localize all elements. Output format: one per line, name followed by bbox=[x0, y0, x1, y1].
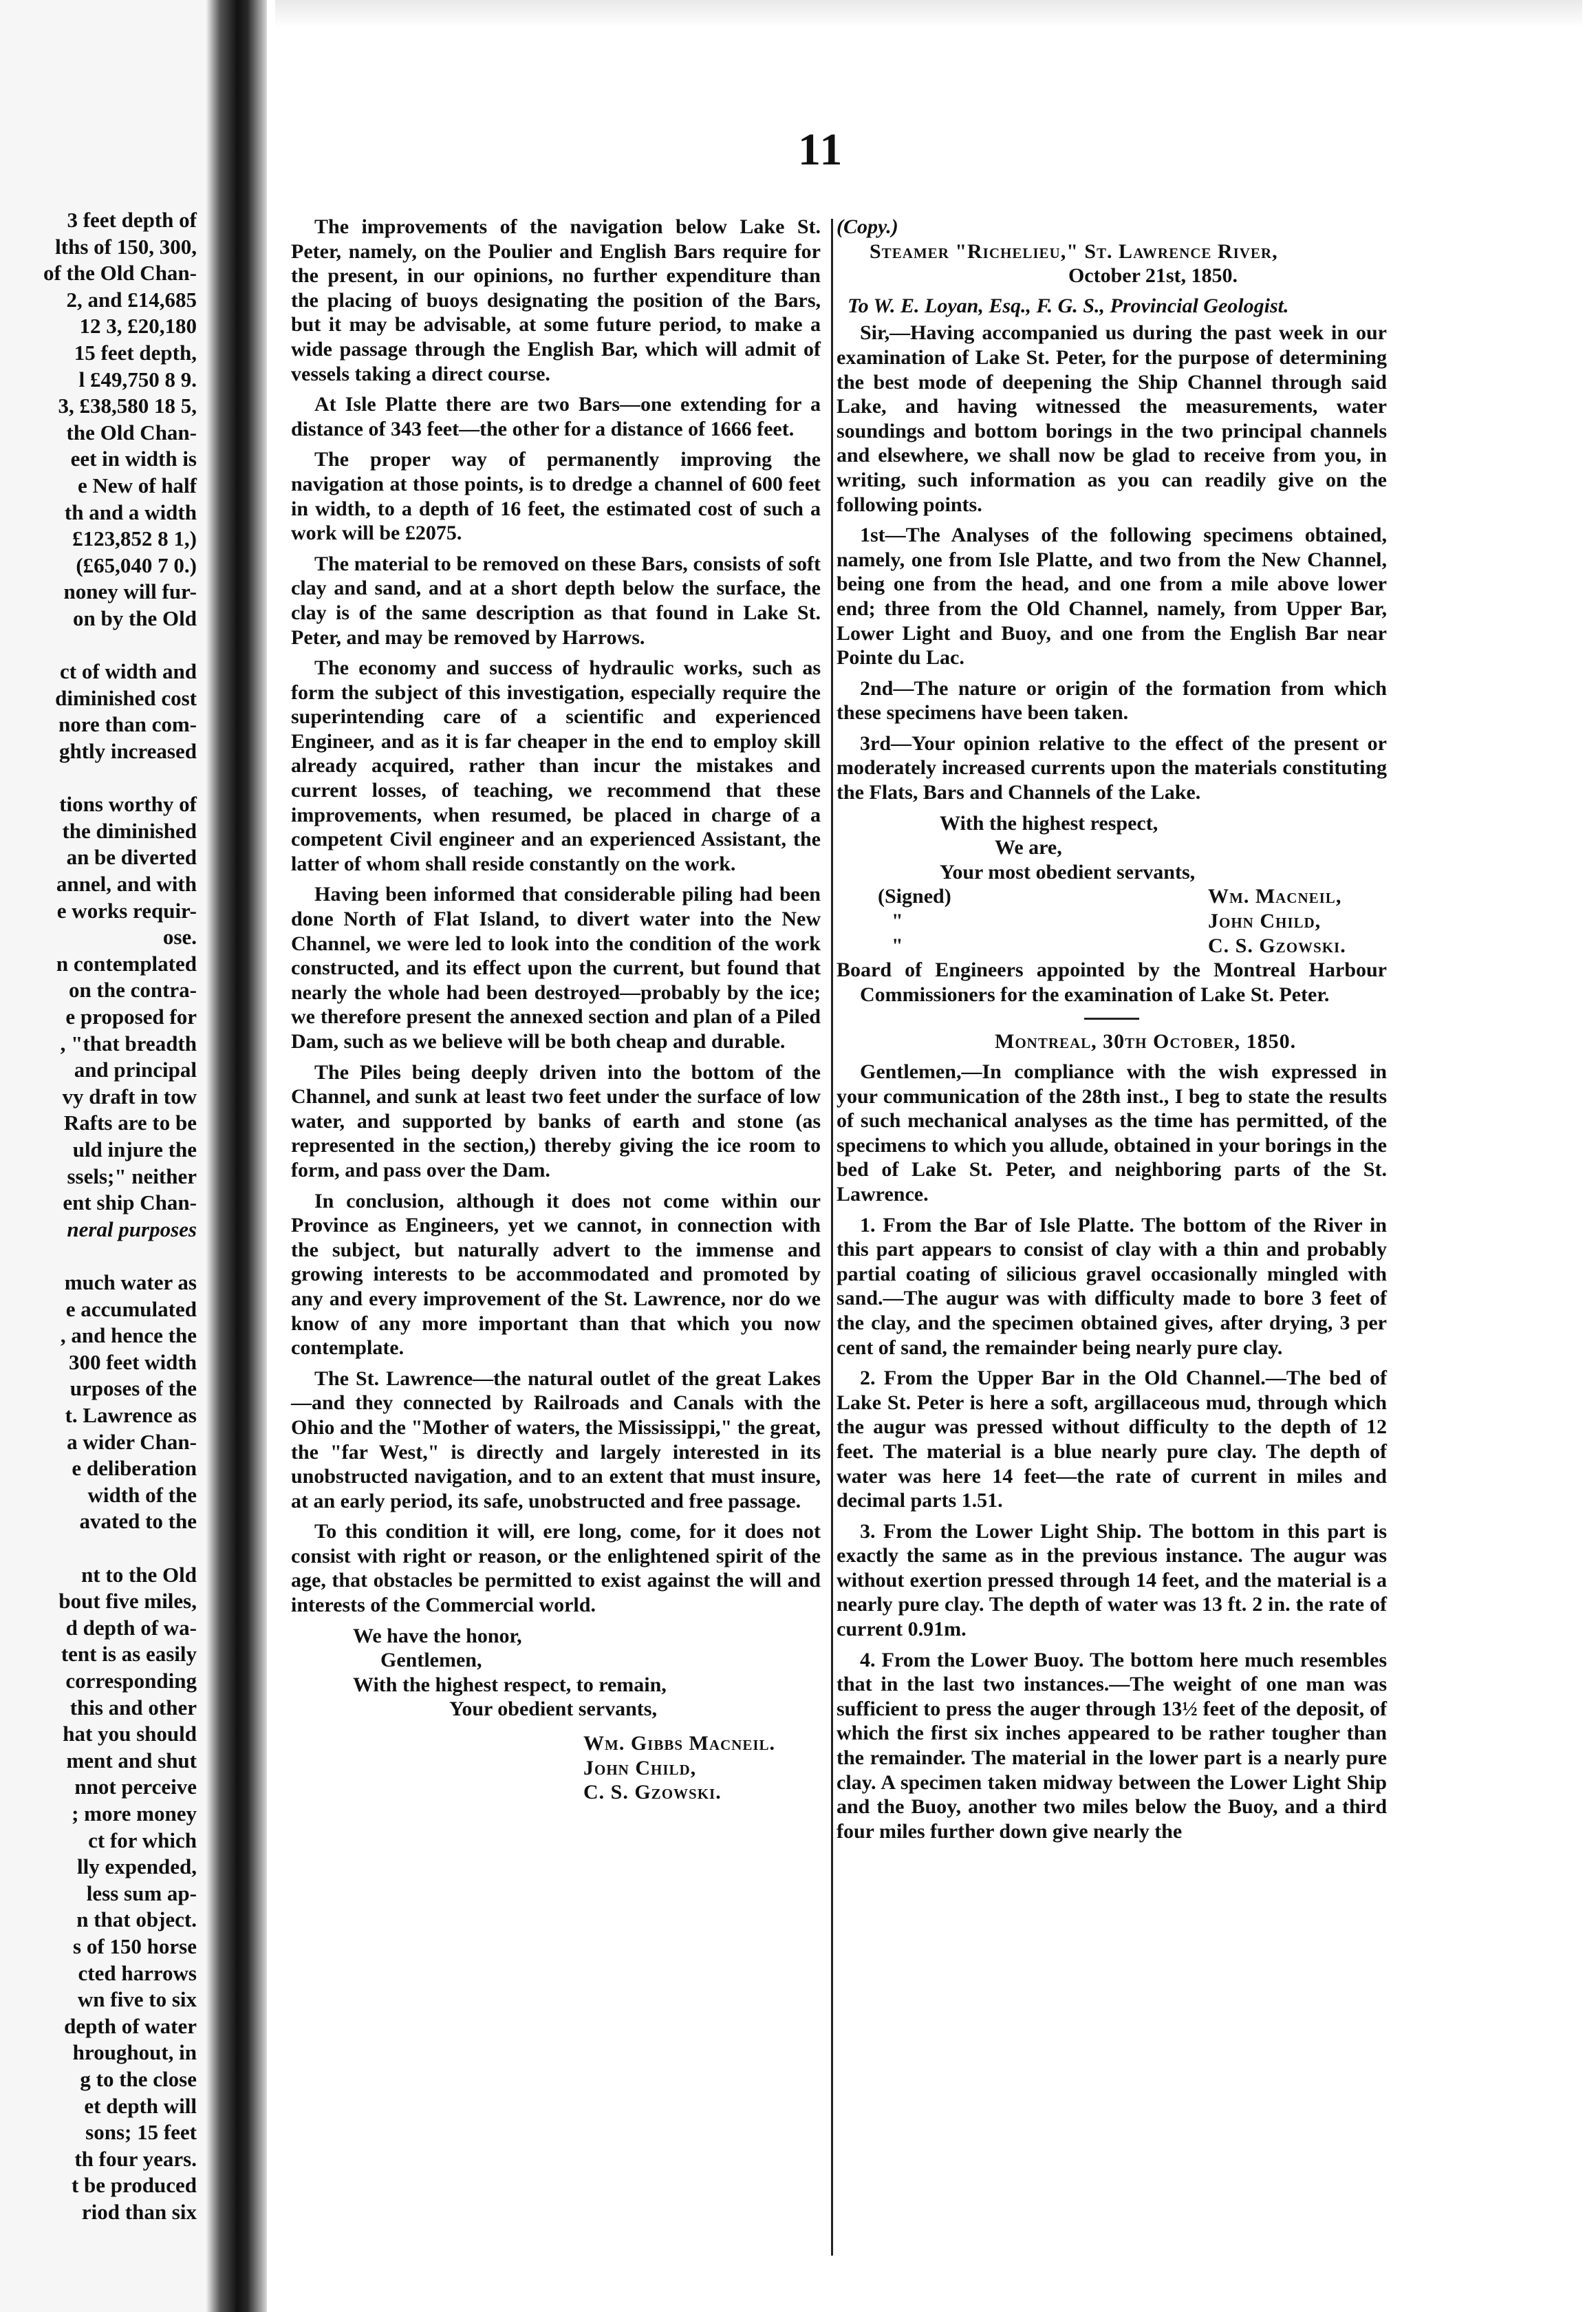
prev-page-line: th four years. bbox=[74, 2146, 197, 2171]
paragraph: At Isle Platte there are two Bars—one extending for a distance of 343 feet—the other for a distance of 1666 feet. bbox=[291, 393, 821, 440]
prev-page-line: diminished cost bbox=[55, 685, 197, 710]
prev-page-line: 300 feet width bbox=[69, 1349, 197, 1374]
letter-paragraph: 3rd—Your opinion relative to the effect of the present or moderately increased currents upon the materials constituting the Flats, Bars and Channels of the Lake. bbox=[837, 731, 1387, 804]
signature: C. S. Gzowski. bbox=[583, 1781, 722, 1804]
prev-page-line: bout five miles, bbox=[58, 1589, 197, 1614]
respect-line: We are, bbox=[995, 836, 1062, 859]
prev-page-line: , "that breadth bbox=[60, 1031, 197, 1056]
prev-page-line: much water as bbox=[64, 1270, 197, 1294]
closing-line: Gentlemen, bbox=[380, 1649, 482, 1672]
letter-heading: Steamer "Richelieu," St. Lawrence River, bbox=[870, 239, 1278, 263]
prev-page-line: lly expended, bbox=[77, 1854, 197, 1879]
signed-row bbox=[837, 884, 1387, 909]
paragraph: Having been informed that considerable piling had been done North of Flat Island, to divert water into the New Channel, we were led to look into the condition of the work constructed, and its effect upon the current, but found that nearly the whole had been destroyed—probably by the ice; we therefore present the annexed section and plan of a Piled Dam, such as we believe will be both cheap and durable. bbox=[291, 883, 821, 1053]
prev-page-line: hat you should bbox=[63, 1722, 197, 1746]
prev-page-line: and principal bbox=[74, 1058, 197, 1082]
prev-page-line: (£65,040 7 0.) bbox=[76, 553, 197, 577]
prev-page-line: e New of half bbox=[77, 473, 197, 497]
reply-paragraph: Gentlemen,—In compliance with the wish expressed in your communication of the 28th inst., I beg to state the results of such mechanical analyses as the time has permitted, of the specimens to which you allude, obtained in your borings in the bed of Lake St. Peter, and neighboring parts of the St. Lawrence. bbox=[837, 1060, 1387, 1206]
paragraph: The St. Lawrence—the natural outlet of the great Lakes—and they connected by Railroads and Canals with the Ohio and the "Mother of waters, the Mississippi," the great, the "far West," is directly and largely interested in its unobstructed navigation, and to an extent that must insure, at an early period, its safe, unobstructed and free passage. bbox=[291, 1367, 821, 1512]
copy-label: (Copy.) bbox=[837, 215, 898, 238]
previous-page-fragment bbox=[0, 0, 206, 2312]
paragraph: The improvements of the navigation below Lake St. Peter, namely, on the Poulier and English Bars require for the present, in our opinions, no further expenditure than the placing of buoys designating the position of the Bars, but it may be advisable, at some future period, to make a wide passage through the English Bar, which will admit of vessels taking a direct course. bbox=[291, 215, 821, 385]
prev-page-line: 3 feet depth of bbox=[67, 208, 197, 232]
paragraph: In conclusion, although it does not come within our Province as Engineers, yet we cannot, in connection with the subject, but naturally advert to the immense and growing interests to be accommodated and promoted by any and every improvement of the St. Lawrence, nor do we know of any more important than that which you now contemplate. bbox=[291, 1189, 821, 1360]
right-column bbox=[837, 215, 1387, 1850]
prev-page-line: noney will fur- bbox=[63, 579, 197, 604]
letter-paragraph: 2nd—The nature or origin of the formation from which these specimens have been taken. bbox=[837, 676, 1387, 725]
page-top-shading bbox=[275, 0, 1582, 28]
signed-row bbox=[837, 934, 1387, 959]
prev-page-line: a wider Chan- bbox=[67, 1429, 197, 1454]
letter-date: October 21st, 1850. bbox=[1068, 264, 1238, 288]
prev-page-line: uld injure the bbox=[72, 1137, 197, 1162]
prev-page-line: riod than six bbox=[81, 2200, 197, 2224]
prev-page-line: l £49,750 8 9. bbox=[78, 367, 197, 392]
prev-page-line: n that object. bbox=[76, 1907, 197, 1932]
letter-paragraph: Sir,—Having accompanied us during the past week in our examination of Lake St. Peter, for the purpose of determining the best mode of deepening the Ship Channel through said Lake, and having witnessed the measurements, water soundings and bottom borings in the two principal channels and elsewhere, we shall now be glad to receive from you, in writing, such information as you can readily give on the following points. bbox=[837, 321, 1387, 516]
prev-page-line: e deliberation bbox=[72, 1456, 197, 1481]
prev-page-line: 3, £38,580 18 5, bbox=[58, 394, 197, 418]
paragraph: The Piles being deeply driven into the bottom of the Channel, and sunk at least two feet under the surface of low water, and supported by banks of earth and stone (as represented in the section,) thereby giving the ice room to form, and pass over the Dam. bbox=[291, 1060, 821, 1181]
prev-page-line: corresponding bbox=[65, 1669, 197, 1693]
prev-page-line: , and hence the bbox=[60, 1323, 197, 1348]
paragraph: The economy and success of hydraulic works, such as form the subject of this investigation, especially require the superintending care of a scientific and experienced Engineer, and as it is far cheaper in the end to employ skill already acquired, rather than incur the mistakes and current losses, of teaching, we recommend that these improvements, when resumed, be placed in charge of a competent Civil engineer and an experienced Assistant, the latter of whom shall reside constantly on the work. bbox=[291, 656, 821, 875]
prev-page-line: 15 feet depth, bbox=[74, 341, 197, 365]
prev-page-line: wn five to six bbox=[77, 1987, 197, 2012]
prev-page-line: 12 3, £20,180 bbox=[79, 314, 197, 339]
prev-page-line: neral purposes bbox=[67, 1217, 197, 1241]
prev-page-line: avated to the bbox=[79, 1509, 197, 1534]
closing-line: Your obedient servants, bbox=[449, 1698, 657, 1721]
dateline: Montreal, 30th October, 1850. bbox=[995, 1030, 1297, 1053]
signed-name: C. S. Gzowski. bbox=[1208, 934, 1346, 957]
left-column bbox=[291, 215, 821, 1805]
closing-block bbox=[291, 1624, 821, 1722]
prev-page-line: this and other bbox=[69, 1695, 197, 1720]
page-number: 11 bbox=[798, 125, 844, 175]
prev-page-line: n contemplated bbox=[56, 951, 197, 976]
prev-page-line: t be produced bbox=[71, 2173, 197, 2198]
prev-page-line: t. Lawrence as bbox=[65, 1403, 197, 1427]
prev-page-line: e accumulated bbox=[65, 1296, 197, 1321]
reply-paragraph: 3. From the Lower Light Ship. The bottom in this part is exactly the same as in the previous instance. The augur was without exertion pressed through 14 feet, and the material is a nearly pure clay. The depth of water was 13 ft. 2 in. the rate of current 0.91m. bbox=[837, 1519, 1387, 1641]
prev-page-line: ct of width and bbox=[60, 659, 197, 684]
prev-page-line: th and a width bbox=[64, 500, 197, 524]
signature-block bbox=[291, 1731, 821, 1805]
prev-page-line: ct for which bbox=[88, 1828, 197, 1852]
prev-page-line: nt to the Old bbox=[81, 1562, 197, 1587]
reply-paragraph: 4. From the Lower Buoy. The bottom here much resembles that in the last two instances.—The weight of one man was sufficient to press the auger through 13½ feet of the deposit, of which the first six inches appeared to be rather tougher than the remainder. The material in the lower part is a nearly pure clay. A specimen taken midway between the Lower Light Ship and the Buoy, another two miles below the Buoy, and a third four miles further down give nearly the bbox=[837, 1648, 1387, 1843]
letter-paragraph: 1st—The Analyses of the following specimens obtained, namely, one from Isle Platte, and two from the New Channel, being one from the head, and one from a mile above lower end; three from the Old Channel, namely, from Upper Bar, Lower Light and Buoy, and one from the English Bar near Pointe du Lac. bbox=[837, 524, 1387, 670]
prev-page-line: s of 150 horse bbox=[73, 1934, 197, 1958]
prev-page-line: sons; 15 feet bbox=[85, 2120, 197, 2145]
prev-page-line: tent is as easily bbox=[61, 1642, 197, 1667]
prev-page-line: less sum ap- bbox=[86, 1881, 197, 1905]
prev-page-line: eet in width is bbox=[70, 447, 197, 471]
prev-page-line: annel, and with bbox=[56, 872, 197, 896]
letter-body bbox=[837, 321, 1387, 804]
signed-name: Wm. Macneil, bbox=[1208, 885, 1342, 908]
signed-mark: " bbox=[892, 934, 903, 957]
paragraph: To this condition it will, ere long, come, for it does not consist with right or reason, or the enlightened spirit of the age, that obstacles be permitted to exist against the will and interests of the Commercial world. bbox=[291, 1520, 821, 1617]
prev-page-line: the diminished bbox=[62, 818, 197, 843]
respect-line: Your most obedient servants, bbox=[940, 860, 1196, 884]
prev-page-line: ent ship Chan- bbox=[63, 1190, 197, 1215]
prev-page-line: ssels;" neither bbox=[67, 1164, 197, 1188]
prev-page-line: e works requir- bbox=[56, 898, 197, 923]
prev-page-line: on the contra- bbox=[69, 978, 197, 1003]
respect-line: With the highest respect, bbox=[940, 811, 1158, 835]
board-note: Board of Engineers appointed by the Montreal Harbour Commissioners for the examination of Lake St. Peter. bbox=[837, 959, 1387, 1006]
prev-page-line: cted harrows bbox=[78, 1960, 197, 1985]
reply-body bbox=[837, 1060, 1387, 1843]
prev-page-line: et depth will bbox=[84, 2093, 197, 2118]
signed-mark: (Signed) bbox=[878, 885, 951, 908]
reply-paragraph: 2. From the Upper Bar in the Old Channel.—The bed of Lake St. Peter is here a soft, argillaceous mud, through which the augur was pressed without difficulty to the depth of 12 feet. The material is a blue nearly pure clay. The depth of water was here 14 feet—the rate of current in miles and decimal parts 1.51. bbox=[837, 1367, 1387, 1512]
prev-page-line: urposes of the bbox=[69, 1376, 197, 1401]
prev-page-line: ose. bbox=[162, 925, 197, 950]
prev-page-line: d depth of wa- bbox=[65, 1615, 197, 1640]
prev-page-line: 2, and £14,685 bbox=[66, 287, 197, 312]
paragraph: The proper way of permanently improving the navigation at those points, is to dredge a channel of 600 feet in width, to a depth of 16 feet, the estimated cost of such a work will be £2075. bbox=[291, 448, 821, 545]
letter-addressee: To W. E. Loyan, Esq., F. G. S., Provincial Geologist. bbox=[848, 294, 1289, 317]
prev-page-line: nnot perceive bbox=[74, 1775, 197, 1799]
signed-mark: " bbox=[892, 910, 903, 933]
prev-page-line: depth of water bbox=[64, 2013, 197, 2038]
prev-page-line: of the Old Chan- bbox=[43, 261, 197, 286]
signature: John Child, bbox=[583, 1756, 697, 1779]
prev-page-line: tions worthy of bbox=[59, 792, 197, 817]
prev-page-line: ghtly increased bbox=[58, 739, 197, 763]
prev-page-line: vy draft in tow bbox=[62, 1084, 197, 1109]
prev-page-line: ; more money bbox=[72, 1801, 197, 1826]
prev-page-line: an be diverted bbox=[66, 845, 197, 870]
prev-page-line: g to the close bbox=[80, 2067, 197, 2091]
prev-page-line: hroughout, in bbox=[72, 2040, 197, 2065]
prev-page-line: width of the bbox=[87, 1482, 197, 1507]
signed-row bbox=[837, 909, 1387, 934]
closing-line: We have the honor, bbox=[353, 1624, 522, 1647]
signature: Wm. Gibbs Macneil. bbox=[583, 1732, 776, 1755]
prev-page-line: ment and shut bbox=[66, 1748, 197, 1773]
column-divider bbox=[831, 219, 833, 2256]
section-rule bbox=[1084, 1018, 1139, 1020]
prev-page-line: Rafts are to be bbox=[63, 1111, 197, 1135]
reply-paragraph: 1. From the Bar of Isle Platte. The bottom of the River in this part appears to consist of clay with a thin and probably partial coating of silicious gravel occasionally mingled with sand.—The augur was with difficulty made to bore 3 feet of the clay, and the specimen obtained gives, after drying, 3 per cent of sand, the remainder being nearly pure clay. bbox=[837, 1213, 1387, 1359]
prev-page-line: the Old Chan- bbox=[66, 420, 197, 445]
prev-page-line: lths of 150, 300, bbox=[55, 234, 197, 259]
prev-page-line: on by the Old bbox=[72, 606, 197, 630]
prev-page-line: £123,852 8 1,) bbox=[72, 526, 197, 551]
signed-name: John Child, bbox=[1208, 910, 1322, 933]
paragraph: The material to be removed on these Bars, consists of soft clay and sand, and at a short depth below the surface, the clay is of the same description as that found in Lake St. Peter, and may be removed by Harrows. bbox=[291, 552, 821, 649]
prev-page-line: nore than com- bbox=[58, 712, 197, 737]
signed-block bbox=[837, 884, 1387, 958]
prev-page-line: e proposed for bbox=[65, 1005, 197, 1029]
closing-line: With the highest respect, to remain, bbox=[353, 1673, 667, 1696]
